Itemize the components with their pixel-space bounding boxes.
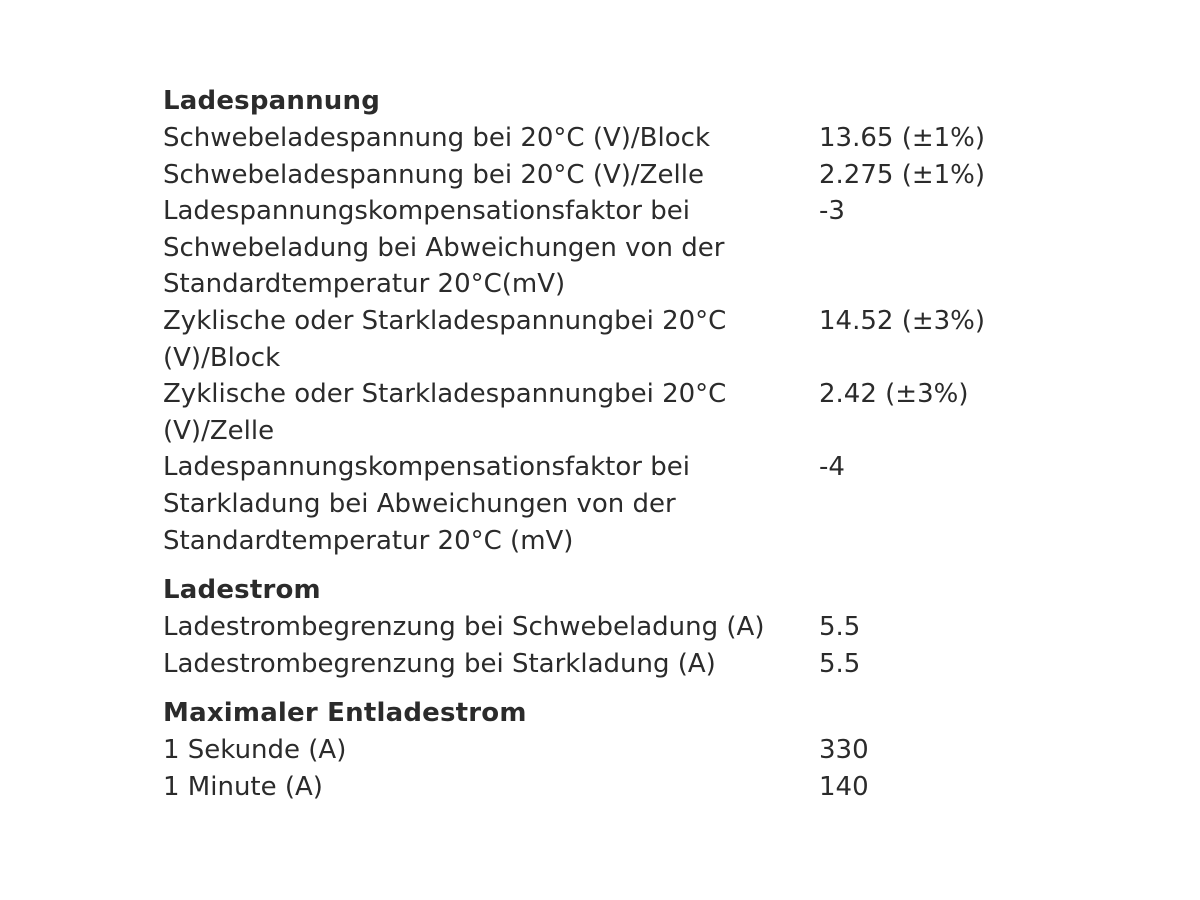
spec-row — [163, 769, 1063, 806]
spec-sheet — [163, 83, 1063, 806]
spec-row — [163, 120, 1063, 157]
spec-row — [163, 193, 1063, 303]
spec-label: Ladestrombegrenzung bei Schwebeladung (A) — [163, 612, 765, 643]
spec-value: -4 — [819, 452, 845, 483]
spec-value: 330 — [819, 735, 869, 766]
spec-row — [163, 376, 1063, 449]
spec-value: 14.52 (±3%) — [819, 305, 986, 336]
section-title: Ladespannung — [163, 86, 381, 116]
spec-row — [163, 609, 1063, 646]
section-maximaler-entladestrom — [163, 695, 1063, 805]
spec-label: 1 Minute (A) — [163, 771, 323, 802]
spec-label: Schwebeladespannung bei 20°C (V)/Zelle — [163, 159, 704, 190]
spec-label: 1 Sekunde (A) — [163, 735, 347, 766]
spec-value: 2.42 (±3%) — [819, 379, 969, 410]
section-ladespannung — [163, 83, 1063, 559]
spec-value: 13.65 (±1%) — [819, 123, 986, 153]
spec-label: Ladespannungskompensationsfaktor bei Schwebeladung bei Abweichungen von der Standardtemperatur 20°C(mV) — [163, 196, 725, 300]
spec-row — [163, 646, 1063, 683]
spec-row — [163, 303, 1063, 376]
section-title: Ladestrom — [163, 575, 321, 606]
spec-label: Ladespannungskompensationsfaktor bei Starkladung bei Abweichungen von der Standardtemperatur 20°C (mV) — [163, 452, 690, 556]
spec-label: Ladestrombegrenzung bei Starkladung (A) — [163, 648, 716, 679]
spec-label: Zyklische oder Starkladespannungbei 20°C (V)/Block — [163, 305, 727, 373]
spec-row — [163, 157, 1063, 194]
spec-value: -3 — [819, 196, 845, 227]
section-title: Maximaler Entladestrom — [163, 698, 527, 729]
spec-label: Zyklische oder Starkladespannungbei 20°C (V)/Zelle — [163, 379, 727, 446]
spec-row — [163, 449, 1063, 559]
section-ladestrom — [163, 572, 1063, 682]
spec-value: 2.275 (±1%) — [819, 159, 986, 190]
spec-value: 5.5 — [819, 648, 861, 679]
spec-row — [163, 732, 1063, 769]
spec-value: 140 — [819, 771, 869, 802]
spec-label: Schwebeladespannung bei 20°C (V)/Block — [163, 123, 711, 153]
spec-value: 5.5 — [819, 612, 861, 643]
